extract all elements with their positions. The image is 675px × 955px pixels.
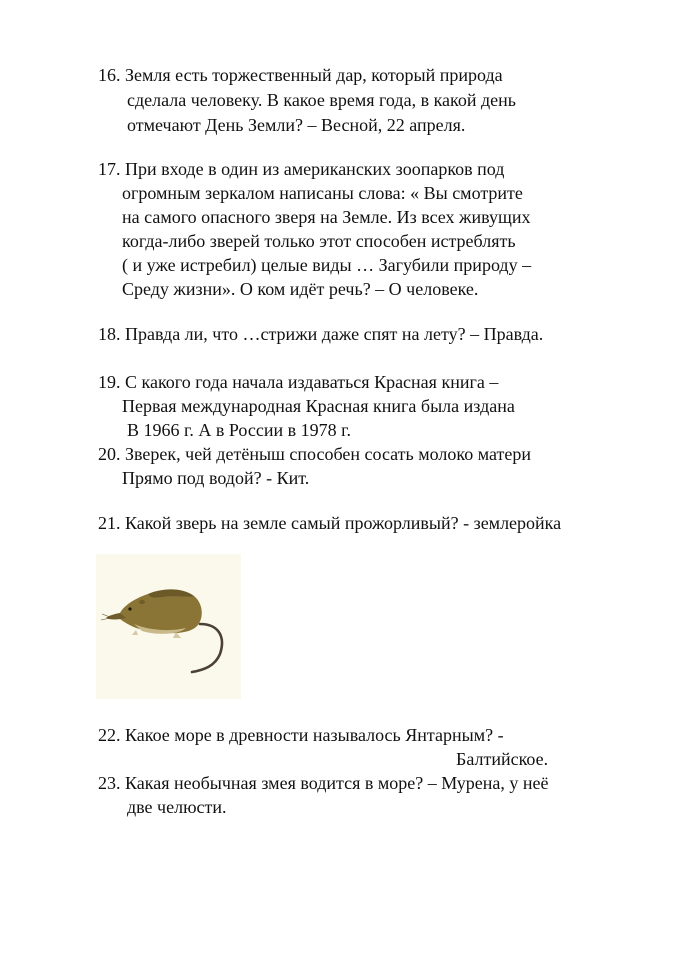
shrew-front-foot [132, 630, 138, 635]
question-19-line-2: Первая международная Красная книга была издана [122, 396, 515, 416]
shrew-whisker [101, 618, 110, 620]
shrew-whisker [102, 614, 110, 617]
question-18-line-1: 18. Правда ли, что …стрижи даже спят на лету? – Правда. [98, 324, 544, 344]
question-17-line-2: огромным зеркалом написаны слова: « Вы смотрите [122, 183, 523, 203]
question-16-line-1: 16. Земля есть торжественный дар, который природа [98, 65, 503, 85]
question-23-line-2: две челюсти. [127, 797, 227, 817]
question-17-line-5: ( и уже истребил) целые виды … Загубили природу – [122, 255, 532, 275]
shrew-tail [192, 624, 222, 672]
question-17-line-1: 17. При входе в один из американских зоопарков под [98, 159, 505, 179]
shrew-eye [128, 607, 131, 610]
shrew-ear [139, 600, 145, 604]
question-20-line-2: Прямо под водой? - Кит. [122, 468, 310, 488]
question-19-line-1: 19. С какого года начала издаваться Красная книга – [98, 372, 499, 392]
question-21-line-1: 21. Какой зверь на земле самый прожорливый? - землеройка [98, 513, 562, 533]
question-17-line-6: Среду жизни». О ком идёт речь? – О человеке. [122, 279, 479, 299]
question-22-line-2: Балтийское. [456, 749, 549, 769]
shrew-drawing [96, 554, 241, 699]
question-17-line-4: когда-либо зверей только этот способен истреблять [122, 231, 516, 251]
question-22-line-1: 22. Какое море в древности называлось Янтарным? - [98, 725, 504, 745]
question-17-line-3: на самого опасного зверя на Земле. Из всех живущих [122, 207, 531, 227]
question-23-line-1: 23. Какая необычная змея водится в море? – Мурена, у неё [98, 773, 549, 793]
question-19-line-3: В 1966 г. А в России в 1978 г. [127, 420, 351, 440]
question-16-line-3: отмечают День Земли? – Весной, 22 апреля. [127, 115, 466, 135]
shrew-illustration [96, 554, 241, 699]
question-16-line-2: сделала человеку. В какое время года, в какой день [127, 90, 516, 110]
question-20-line-1: 20. Зверек, чей детёныш способен сосать молоко матери [98, 444, 531, 464]
